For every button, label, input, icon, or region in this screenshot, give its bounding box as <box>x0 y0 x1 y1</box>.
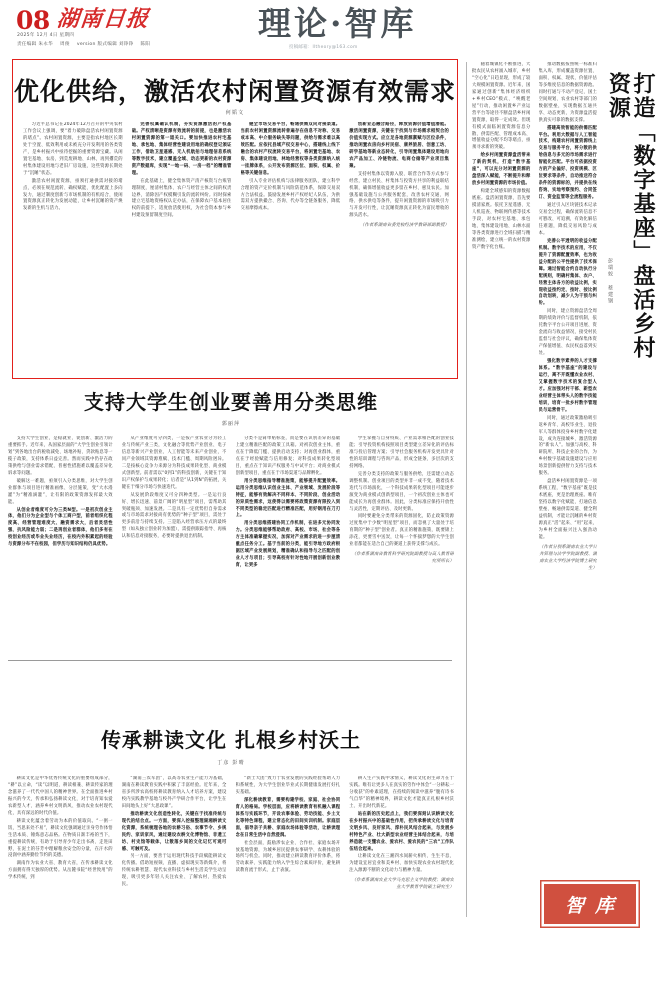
paragraph: 推动耕读文化创造性转化，关键在于找准传统与现代的结合点。一方面，要深入挖掘整理湖湘耕读文化资源，系统梳理各地的农耕习俗、农事节令、乡规民约、家训家风，通过建设农耕文化博物馆、非遗工坊、村史馆等载体，让散落乡间的文化记忆可观可感、可触可及。 <box>121 811 227 852</box>
sidebar-vertical-byline: 彭瑞姣 蔡建钢 <box>607 258 613 305</box>
paragraph: 支持村集体以资源入股、联营合作等方式参与经营，建立村民、村集体与投资方共享的利益联结机制，确保增值收益更多留在乡村、惠及农民。加强基础设施与公共服务配套，改善农村交通、网络、供水供电等条件，提升闲置资源的市场吸引力与开发可行性，让沉睡资源真正转化为富民增收的源头活水。 <box>349 171 449 219</box>
article-second <box>8 386 454 674</box>
paragraph: 站在新的历史起点上，我们要深刻认识耕读文化在乡村振兴中的基础性作用，把传承耕读文化与培育文明乡风、良好家风、淳朴民风结合起来，与发展乡村特色产业、壮大新型农业经营主体结合起来，与培养造就一支懂农业、爱农村、爱农民的“三农”工作队伍结合起来。 <box>349 811 454 852</box>
paragraph: 激活农村闲置资源，亟须打通供需对接的堵点，必须在规范流转、确权赋能、优化配置上多向发力，通过制度创新与市场机制的有机结合，使闲置资源真正转化为发展动能，让乡村沉睡的资产焕发新的生机与活力。 <box>23 178 123 212</box>
text-column <box>8 776 113 986</box>
sidebar-divider-rule <box>466 62 467 917</box>
paragraph: 同时要避免分类带来的资源固化，防止政策资源过度集中于少数“明星型”项目，而忽视了大量处于培育期的“种子型”创业者。真正的精准施策，既要锦上添花，更要雪中送炭，让每一个怀揣梦想的大学生创业者都能在适合自己的赛道上获得支撑与成长。 <box>349 514 454 548</box>
paragraph: 引入专业评估机构与法律服务团队，建立科学合理的资产定价机制与风险防范体系，保障交易双方合法权益。鼓励发展乡村产权经纪人队伍，为供需双方提供撮合、咨询、代办等全链条服务，降低交易摩擦成本。 <box>240 178 341 212</box>
paragraph: 深化耕读教育，需要构建学校、家庭、社会协同育人的格局。学校层面，应将耕读教育有机融入课程体系与实践环节，开设农事体验、劳动技能、乡土文化等特色课程，建立常态化的田间实训机制。家庭层面，倡导亲子共耕、家庭农场体验等活动，让耕读理念在日常生活中自然浸润。 <box>235 797 341 838</box>
credit-item: 责任编辑 朱永华 <box>17 42 54 47</box>
article-2-headline: 支持大学生创业要善用分类思维 <box>84 390 378 414</box>
paragraph: 破解这一难题，亟须引入分类思维，对大学生创业群体与项目进行精准画像、分层施策，变“大水漫灌”为“精准滴灌”，让有限的政策资源发挥最大效能。 <box>8 478 113 505</box>
paragraph: 推动数据按照统一标准归集入库，形成覆盖资源位置、面积、权属、现状、价值评估等多维度信息的数据资源池。同时打通与不动产登记、国土空间规划、农业农村等部门的数据壁垒，实现数据互通共享、动态更新，为资源盘活提供真实可靠的数据支撑。 <box>538 62 597 123</box>
article-1-headline: 优化供给，激活农村闲置资源有效需求 <box>13 77 456 106</box>
masthead <box>0 0 657 56</box>
article-1-byline: 何韬文 <box>225 110 245 116</box>
text-column <box>122 436 227 674</box>
text-column <box>472 62 531 918</box>
paragraph: 用分类思维搭建协同工作机制，在进多元协同发力。分类思维能够帮助政府、高校、市场、社会等各方主体准确掌握实况，加深对产业需求的进一步厘清重点任务分工。基于当前的分类，能引导地方政府根据区域产业发展规划，精准确认和指导与之匹配的创业人才与项目；引导高校有针对性地开展创新创业教育，让更多 <box>235 521 341 569</box>
article-3-columns <box>8 776 454 986</box>
paper-name: 湖南日报 <box>55 6 151 32</box>
credit-item: version 版式编辑 刘铮铮 <box>76 42 134 47</box>
paragraph: 耕人生产实践中求情义，耕读文化的生命力在于实践。唯有让更多人在真实的劳作中体会“一分耕耘一分收获”的朴素道理，在持续的阅读中滋养“腹有诗书气自华”的精神境界，耕读文化才能真正扎根乡村沃土、开出时代新花。 <box>349 776 454 809</box>
paragraph: 让耕读文化在三湘四水间薪火相传、生生不息，为建设宜居宜业和美乡村、加快实现农业农村现代化注入源源不断的文化动力与精神力量。 <box>349 854 454 874</box>
paragraph: 耕读文化是中华优秀传统文化的重要组成部分，“耕”以立命，“读”以明道，耕读相兼、耕读传家的理念滋养了一代代中国人的精神世界。在全面推进乡村振兴的今天，传承和弘扬耕读文化，对于培育知农爱农新型人才、涵养乡村文明新风、推动农业农村现代化，具有深远的时代价值。 <box>8 776 113 816</box>
section-email: 投稿邮箱：lltheory@163.com <box>289 45 358 50</box>
text-column <box>349 122 449 368</box>
zhiku-stamp-logo <box>544 884 636 924</box>
paragraph: 给乡村闲置资源盘活带来了新的契机，打造“数字基座”，可以充分对闲置资源的盘活深入赋能，不断提升和释放乡村闲置资源的市场价值。 <box>472 153 531 187</box>
article-2-byline: 郭丽萍 <box>221 421 241 427</box>
paragraph: 通过引入区块链技术记录交易全过程，确保流转信息不可篡改、可追溯，有效化解信任难题，降低交易风险与成本。 <box>538 203 597 236</box>
paragraph: 社会层面，鼓励涉农企业、合作社、家庭农场开放基地资源，为城乡居民提供农事研学、农耕体验的场所与机会。同时，推动建立耕读教育评价体系，将劳动素养、实践能力纳入学生综合素质评价，避免耕读教育流于形式、止于表演。 <box>235 840 341 874</box>
credit-item: 周俊 <box>60 42 70 47</box>
paragraph: 创新业态融合路径，释放资源价值增值潜能。激活闲置资源，关键在于找到与市场需求相契合的价值实现方式。应立足各地资源禀赋与区位条件，推动闲置农房向乡村民宿、康养旅居、创意工坊、研学基地等新业态转化，引导闲置集体建设用地向农产品加工、冷链物流、电商仓储等产业项目集聚。 <box>349 122 449 169</box>
article-2-attribution: （作者系湖南省教育科学研究院副教授与高人教育研究所所长） <box>351 552 454 565</box>
publication-date: 2025年 12月 4日 星期四 <box>17 33 75 38</box>
paragraph: 盘活乡村闲置资源是一项系统工程，“数字基座”既是技术底座，更是治理底座。唯有坚持以数字化赋能，打通信息壁垒、畅通供需渠道、健全利益机制，才能让沉睡的乡村资源真正“活”起来、“用”起来，为乡村全面振兴注入强劲动能。 <box>538 479 597 540</box>
section-title: 理论·智库 <box>258 4 417 43</box>
text-column <box>349 436 454 674</box>
paragraph: “新士大团”致力于农业发展的实践经验帮助人力和系统性，为大学生创业毕业式长期健康发展打好扎实基础。 <box>235 776 341 795</box>
text-column <box>236 436 341 674</box>
article-1-attribution: （作者系湖南省委党校经济学教研部副教授） <box>360 223 449 229</box>
paragraph: 从产业维度可分四类，一是按产业农业分为轻工业与传统产业三类，文化融合等优势产业创业、电子信息等新兴产业创业、人工智能等未来产业创业，不同产业领域其资源禀赋、技术门槛、周期风险迥异。二是按核心竞争力来源分为科技成果转化型、商业模式创新型。前者需以“0到1”的科技创新，关键在于知识产权保护与成果转化；后者是“从1到N”的拓展，关键在于细分市场与快速迭代。 <box>121 436 227 490</box>
paragraph: 搭建高效智能的供需匹配平台。利用大数据与人工智能技术，构建农村闲置资源线上交易与服务平台，将分散的供给信息与多元的市场需求进行智能化匹配。平台可依据投资方的产业偏好、投资规模、区位要求等条件，自动推送符合条件的资源标的，并提供在线咨询、实地考察预约、合同签订、资金监管等全流程服务。 <box>538 125 597 201</box>
article-3-headline: 传承耕读文化 扎根乡村沃土 <box>101 728 361 752</box>
text-column <box>236 776 341 986</box>
paragraph: 同时，通过政策激励吸引返乡青年、高校毕业生、退役军人等群体投身乡村数字化建设，成为连接城乡、激活资源的“新农人”。加强与高校、科研院所、科技企业的合作，为乡村数字基础设施建设与应用场景创新提供智力支持与技术服务。 <box>538 415 597 477</box>
main-content-area <box>0 56 460 934</box>
article-2-columns <box>8 436 454 674</box>
paragraph: 完善分类支持的政策与服务供给，还需建立动态调整机制。创业项目的类型并非一成不变，随着技术迭代与市场演化，一个科技成果转化型项目可能逐步演变为商业模式创新型项目，一个初次创业主体也可能成长为再创业群体。因此，分类标准应保持开放性与灵活性，定期评估、及时更新。 <box>349 471 454 512</box>
masthead-brand <box>16 8 149 33</box>
text-column <box>23 122 123 368</box>
paragraph: 构建全域感知的资源数据底座。盘活闲置资源，首先要摸清家底。依托卫星遥感、无人机巡查、物联网传感等技术手段，对农村宅基地、承包地、集体建设用地、山林水面等各类资源进行全域扫描与精准测绘，建立统一的农村资源资产数字化台账。 <box>472 189 531 250</box>
article-1-columns <box>23 122 449 368</box>
text-column <box>8 436 113 674</box>
paragraph: 强化数字素养的人才支撑体系。“数字基座”的建设与运行，离不开既懂农业农村、又掌握数字技术的复合型人才。应加强对村干部、新型农业经营主体带头人的数字技能培训，培育一批乡村数字管理员与运营骨干。 <box>538 359 597 413</box>
article-third <box>8 724 454 986</box>
sidebar-feature-article <box>472 62 657 922</box>
sidebar-columns <box>472 62 597 918</box>
paragraph: 同时，建立资源盘活全周期的绩效评价与监督机制，依托数字平台公开项目进展、资金流向与收益情况，接受村民监督与社会评议，确保集体资产保值增值、农民权益落到实处。 <box>538 309 597 357</box>
paragraph: 从发展阶段维度又可分四种类型。一是运行良好、增长迅速、前景广阔的“明星型”项目，需帮助其突破瓶颈、加速发展。二是具有一定优势但自身需求或与市场需求对接尚有优势的“种子型”项目，需处于更多前沿与持续支持。三是陷入经营承压方式的最终型（如从独立创业转为加盟），需提供跟踪指导、再核认和信息对接服务，必要时提供退出机制。 <box>121 492 227 540</box>
article-lead-framed <box>12 59 458 379</box>
article-3-attribution: （作者系湖南农业大学马克思主义学院教授；湖南农业大学教育学院硕士研究生） <box>351 878 454 891</box>
paragraph: “湖南三农军团”，以高等农业生产能力为基础，湖南在耕读教育实践中积累了丰富经验。近年来，全省多所涉农高校将耕读教育纳入人才培养方案，建设校内实践教学基地与校外产学研合作平台，让学生在田间地头上好“大思政课”。 <box>121 776 227 809</box>
text-column <box>122 776 227 986</box>
editor-credits <box>17 41 157 47</box>
text-column <box>132 122 232 368</box>
page-number: 08 <box>16 6 50 35</box>
sidebar-attribution: （作者分别系湖南农业大学公共管理与法学学院副教授、湖南农业大学经济学院博士研究生） <box>539 544 597 571</box>
article-3-byline: 丁彦 彭晴 <box>217 760 245 766</box>
text-column <box>241 122 341 368</box>
paragraph: 用分类思维指导精准施策，能够提升配置效率。运用分类思维认识创业主体、产业领域、发展阶段等特征，能够有效解决不同样本、不同阶段、创业活动的异质性需求，这使得以需要将政策资源有限投入到不同类型的稳定匹配进行精准匹配，用好钢用在刀刃上。 <box>235 478 341 519</box>
paragraph: 支持大学生创业，是稳就业、促创新、激活力的重要抓手。近年来，从国家层面的“大学生创业引领计划”到各地出台的税收减免、场地补贴、贷款贴息等一揽子政策，支持体系日益完善。然而实践中仍存在政策供给与创业需求错配、普惠性措施难以覆盖差异化诉求等问题。 <box>8 436 113 476</box>
paragraph: 从创业者维度可分为三类N型。一是初次创业主体，他们分为企业型与个体工商户型，前者组织化程度高、经营管理难度大、融资需求大，后者灵活性强、抗风险能力弱；二是再创业者群体，他们多有在校创业经历或毕业失业经历，在校内外积累起的经验与资源分布不在校园，但学历与知识结构仍具优势。 <box>8 507 113 548</box>
paragraph: 湖南作为农业大省、教育大省，在传承耕读文化方面拥有得天独厚的优势。从岳麓书院“经世致用”的学术传统，到 <box>8 861 113 881</box>
paragraph: 耕读文化蕴含着劳动为本的价值取向。“一粥一饭，当思来处不易”，耕读文化强调通过亲身劳作体悟生活本质、锤炼意志品格。在物质日渐丰裕的当下，重提耕读传统，有助于引导青少年走出书斋、走进田野，在泥土的芬芳中理解粮食安全的分量，在汗水的浸润中涵养勤俭节约的美德。 <box>8 818 113 859</box>
paragraph: 分类不是简单贴标签，而是要在识别差异的基础上建立精准匹配的政策工具箱。对初次创业主体，重点在于降低门槛、提供启动支持；对再创业群体，重点在于经验赋能与信用修复；对科技成果转化型项目，重点在于知识产权服务与中试平台；对商业模式创新型项目，重点在于市场渠道与品牌孵化。 <box>235 436 341 476</box>
stamp-char-1: 智 <box>564 894 585 917</box>
paragraph: 随着城镇化不断推进，大批农民从农村涌入城市，乡村“空心化”日趋显现，形成了较大规模闲置资源。近年来，国家通过创新“集体经济组织+乡村CEO”模式、“唤醒老屋”行动，推动闲置乡产业运营平台等途径不断盘活乡村闲置资源，取得一定成效。但现有模式面临闲置资源信息分散、供需匹配、管理成本高、增值收益分配不均等堵点，亟须寻求新的突破。 <box>472 62 531 151</box>
paragraph: 另一方面，要善于运用现代科技手段赋能耕读文化传播。借助短视频、直播、虚拟现实等新媒介，将传统农耕智慧、现代农业科技与乡村生活美学生动呈现，吸引更多年轻人关注农业、了解农村、热爱农民。 <box>121 854 227 888</box>
stamp-char-2: 库 <box>595 894 616 917</box>
section-divider <box>8 660 452 661</box>
paragraph: 学生掌握与自身特质、产业需求相匹配的创业技能；引导投资机构按照项目类型建立差异化的评估标准与投后管理方案；引导社会服务机构开发更具针对性的培训课程与咨询产品，形成全链条、多层次的支持网络。 <box>349 436 454 469</box>
paragraph: 健全市场交易平台，畅通供需双向对接渠道。当前农村闲置资源流转普遍存在信息不对称、交易成本高、中介服务缺失等问题，供给与需求难以高效匹配。应依托县域产权交易中心，搭建线上线下融合的农村产权流转交易平台，将闲置宅基地、农房、集体建设用地、林地经营权等各类资源纳入统一挂牌体系，公开发布资源区位、面积、权属、价格等关键信息。 <box>240 122 341 176</box>
credit-item: 陈阳 <box>140 42 151 47</box>
paragraph: 完善公平透明的收益分配机制。数字技术的应用，不仅提升了资源配置效率，也为收益分配的公平性提供了技术保障。通过智能合约自动执行分配规则，明确村集体、农户、经营主体各方的收益比例，实现收益按约定、按时、按比例自动划转，减少人为干预与纠纷。 <box>538 238 597 307</box>
text-column <box>539 62 598 918</box>
paragraph: 习近平总书记在2024年12月召开的中央农村工作会议上强调，要“着力破除盘活农村闲置资源的堵点”。农村闲置资源，主要是指农村地区长期处于空置、低效利用或未被充分开发利用的各类资产，是乡村振兴中亟待挖掘的重要资源宝藏。从闲置宅基地、农房，到荒废耕地、山林，再到撂荒的村集体建设用地与老旧厂房设施，这些资源长期处于“沉睡”状态。 <box>23 122 123 176</box>
text-column <box>349 776 454 986</box>
sidebar-vertical-headline: 打造「数字基座」盘活乡村资源 <box>605 72 656 360</box>
paragraph: 在此基础上，健全集体资产清产核资与台账管理制度，厘清村集体、农户与经营主体之间的权责边界，消除因产权模糊引发的流转纠纷。同时探索建立宅基地资格权认定办法，在保障农户基本居住权的前提下，适度放活使用权，为社会资本参与乡村建设预留制度空间。 <box>131 178 232 219</box>
paragraph: 完善权属确认机制，夯实资源激活的产权基础。产权清晰是资源有效流转的前提，也是激活农村闲置资源的第一道关口。要加快推进农村宅基地、承包地、集体经营性建设用地的确权登记颁证工作，借助卫星遥感、无人机航拍与地理信息系统等数字技术，建立覆盖全域、动态更新的农村资源资产数据库，实现“一地一码、一房一档”的精准管理。 <box>131 122 232 176</box>
